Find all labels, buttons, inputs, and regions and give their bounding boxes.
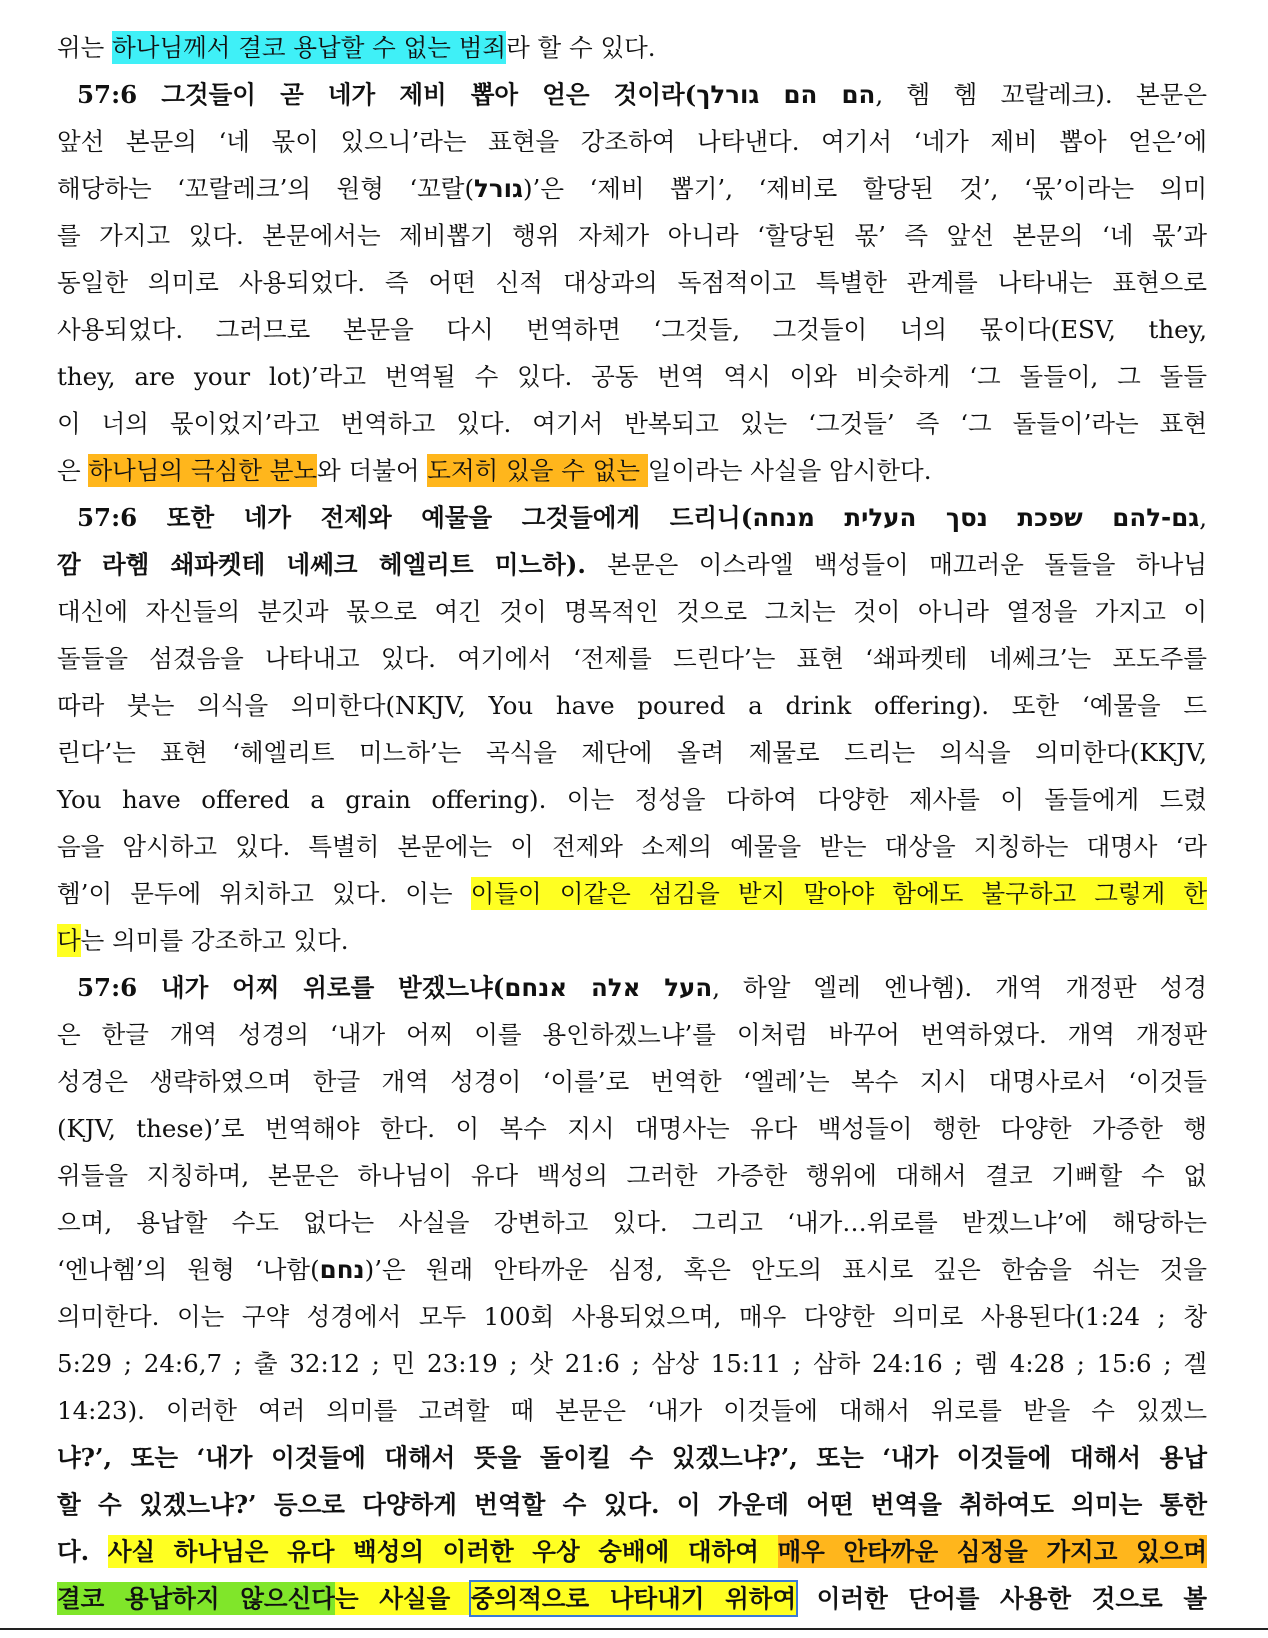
highlight-orange: 매우 안타까운 심정을 가지고 있으며 <box>777 1537 1207 1566</box>
text-segment: they, are your lot)’라고 번역될 수 있다. 공동 번역 역시 이와 비슷하게 ‘그 돌들이, 그 돌들 <box>57 362 1207 391</box>
text-segment: 위는 <box>57 33 113 62</box>
text-line <box>57 400 1207 447</box>
text-segment: 를 가지고 있다. 본문에서는 제비뽑기 행위 자체가 아니라 ‘할당된 몫’ 즉 앞선 본문의 ‘네 몫’과 <box>57 221 1207 250</box>
text-line <box>57 1246 1207 1293</box>
text-segment: 본문은 이스라엘 백성들이 매끄러운 돌들을 하나님 <box>607 550 1207 579</box>
text-line <box>57 494 1207 541</box>
highlight-yellow: 다 <box>57 926 81 955</box>
text-segment: ‘엔나헴’의 원형 ‘나함( <box>57 1255 320 1284</box>
text-segment: 대신에 자신들의 분깃과 몫으로 여긴 것이 명목적인 것으로 그치는 것이 아니라 열정을 가지고 이 <box>57 597 1207 626</box>
text-line <box>57 776 1207 823</box>
text-line <box>57 1481 1207 1528</box>
text-segment: 의미한다. 이는 구약 성경에서 모두 100회 사용되었으며, 매우 다양한 의미로 사용된다(1:24 ; 창 <box>57 1302 1207 1331</box>
text-segment: 으며, 용납할 수도 없다는 사실을 강변하고 있다. 그리고 ‘내가…위로를 받겠느냐’에 해당하는 <box>57 1208 1207 1237</box>
text-segment: 깜 라헴 쇄파켓테 네쎄크 헤엘리트 미느하). <box>57 550 608 579</box>
text-line <box>57 1105 1207 1152</box>
text-segment: 는 의미를 강조하고 있다. <box>80 926 349 955</box>
text-segment: 음을 암시하고 있다. 특별히 본문에는 이 전제와 소제의 예물을 받는 대상을 지칭하는 대명사 ‘라 <box>57 832 1207 861</box>
text-line <box>57 24 1207 71</box>
text-segment: )’은 ‘제비 뽑기’, ‘제비로 할당된 것’, ‘몫’이라는 의미 <box>522 174 1207 203</box>
highlight-yellow: 중의적으로 나타내기 위하여 <box>470 1584 797 1613</box>
highlight-yellow: 이들이 이같은 섬김을 받지 말아야 함에도 불구하고 그렇게 한 <box>470 879 1208 908</box>
text-segment: 라 할 수 있다. <box>506 33 656 62</box>
document-page <box>57 24 1207 1622</box>
text-segment: 이 너의 몫이었지’라고 번역하고 있다. 여기서 반복되고 있는 ‘그것들’ 즉 ‘그 돌들이’라는 표현 <box>57 409 1207 438</box>
highlight-green: 결코 용납하지 않으신다 <box>57 1584 335 1613</box>
text-line <box>57 870 1207 917</box>
text-line <box>57 306 1207 353</box>
text-segment: , <box>1199 503 1207 532</box>
text-line <box>57 588 1207 635</box>
text-segment: 은 <box>57 456 89 485</box>
text-line <box>57 729 1207 776</box>
text-segment: 14:23). 이러한 여러 의미를 고려할 때 본문은 ‘내가 이것들에 대해서 위로를 받을 수 있겠느 <box>57 1396 1207 1425</box>
text-line <box>57 541 1207 588</box>
text-line <box>57 1152 1207 1199</box>
text-segment: 성경은 생략하였으며 한글 개역 성경이 ‘이를’로 번역한 ‘엘레’는 복수 지시 대명사로서 ‘이것들 <box>57 1067 1207 1096</box>
text-segment: You have offered a grain offering). 이는 정성을 다하여 다양한 제사를 이 돌들에게 드렸 <box>57 785 1207 814</box>
text-segment: , 헴 헴 꼬랄레크). 본문은 <box>875 80 1208 109</box>
text-segment: 5:29 ; 24:6,7 ; 출 32:12 ; 민 23:19 ; 삿 21:6 ; 삼상 15:11 ; 삼하 24:16 ; 렘 4:28 ; 15:6 ; 겔 <box>57 1349 1207 1378</box>
text-segment: 위들을 지칭하며, 본문은 하나님이 유다 백성의 그러한 가증한 행위에 대해서 결코 기뻐할 수 없 <box>57 1161 1207 1190</box>
bottom-rule <box>0 1628 1268 1630</box>
text-line <box>57 1528 1207 1575</box>
text-line <box>57 635 1207 682</box>
highlight-yellow: 사실 하나님은 유다 백성의 이러한 우상 숭배에 대하여 <box>107 1537 778 1566</box>
highlight-cyan: 하나님께서 결코 용납할 수 없는 범죄 <box>112 33 507 62</box>
text-segment: 사용되었다. 그러므로 본문을 다시 번역하면 ‘그것들, 그것들이 너의 몫이다(ESV, they, <box>57 315 1207 344</box>
text-segment: 냐?’, 또는 ‘내가 이것들에 대해서 뜻을 돌이킬 수 있겠느냐?’, 또는 ‘내가 이것들에 대해서 용납 <box>57 1443 1207 1472</box>
text-line <box>57 259 1207 306</box>
text-segment: 57:6 그것들이 곧 네가 제비 뽑아 얻은 것이라( <box>77 80 697 109</box>
text-line <box>57 1293 1207 1340</box>
highlight-yellow: 는 사실을 <box>334 1584 471 1613</box>
highlight-orange: 도저히 있을 수 없는 <box>427 456 648 485</box>
text-line <box>57 1387 1207 1434</box>
hebrew-text: נחם <box>319 1255 365 1284</box>
text-segment: 57:6 내가 어찌 위로를 받겠느냐( <box>77 973 505 1002</box>
text-segment: (KJV, these)’로 번역해야 한다. 이 복수 지시 대명사는 유다 백성들이 행한 다양한 가증한 행 <box>57 1114 1207 1143</box>
hebrew-text: גורל <box>474 174 523 203</box>
text-line <box>57 917 1207 964</box>
text-segment: 해당하는 ‘꼬랄레크’의 원형 ‘꼬랄( <box>57 174 475 203</box>
text-line <box>57 1434 1207 1481</box>
text-segment: 돌들을 섬겼음을 나타내고 있다. 여기에서 ‘전제를 드린다’는 표현 ‘쇄파켓테 네쎄크’는 포도주를 <box>57 644 1207 673</box>
text-segment: 린다’는 표현 ‘헤엘리트 미느하’는 곡식을 제단에 올려 제물로 드리는 의식을 의미한다(KKJV, <box>57 738 1207 767</box>
hebrew-text: העל אלה אנחם <box>504 973 713 1002</box>
text-segment: 따라 붓는 의식을 의미한다(NKJV, You have poured a drink offering). 또한 ‘예물을 드 <box>57 691 1207 720</box>
text-line <box>57 212 1207 259</box>
text-segment: 이러한 단어를 사용한 것으로 볼 <box>796 1584 1207 1613</box>
text-segment: 앞선 본문의 ‘네 몫이 있으니’라는 표현을 강조하여 나타낸다. 여기서 ‘네가 제비 뽑아 얻은’에 <box>57 127 1207 156</box>
text-line <box>57 1199 1207 1246</box>
text-segment: 동일한 의미로 사용되었다. 즉 어떤 신적 대상과의 독점적이고 특별한 관계를 나타내는 표현으로 <box>57 268 1207 297</box>
text-line <box>57 71 1207 118</box>
text-segment: , 하알 엘레 엔나헴). 개역 개정판 성경 <box>712 973 1208 1002</box>
text-segment: 와 더불어 <box>317 456 428 485</box>
hebrew-text: הם הם גורלך <box>696 80 876 109</box>
text-segment: 다. <box>57 1537 108 1566</box>
text-line <box>57 165 1207 212</box>
text-segment: )’은 원래 안타까운 심정, 혹은 안도의 표시로 깊은 한숨을 쉬는 것을 <box>364 1255 1207 1284</box>
text-segment: 57:6 또한 네가 전제와 예물을 그것들에게 드리니( <box>77 503 753 532</box>
text-segment: 은 한글 개역 성경의 ‘내가 어찌 이를 용인하겠느냐’를 이처럼 바꾸어 번역하였다. 개역 개정판 <box>57 1020 1207 1049</box>
text-line <box>57 447 1207 494</box>
hebrew-text: גם-להם שפכת נסך העלית מנחה <box>752 503 1200 532</box>
text-line <box>57 118 1207 165</box>
text-segment: 할 수 있겠느냐?’ 등으로 다양하게 번역할 수 있다. 이 가운데 어떤 번역을 취하여도 의미는 통한 <box>57 1490 1207 1519</box>
text-line <box>57 682 1207 729</box>
text-line <box>57 1058 1207 1105</box>
highlight-orange: 하나님의 극심한 분노 <box>88 456 318 485</box>
text-line <box>57 1011 1207 1058</box>
text-line <box>57 823 1207 870</box>
text-line <box>57 964 1207 1011</box>
text-line <box>57 353 1207 400</box>
text-line <box>57 1340 1207 1387</box>
text-line <box>57 1575 1207 1622</box>
text-segment: 헴’이 문두에 위치하고 있다. 이는 <box>57 879 471 908</box>
text-segment: 일이라는 사실을 암시한다. <box>647 456 932 485</box>
